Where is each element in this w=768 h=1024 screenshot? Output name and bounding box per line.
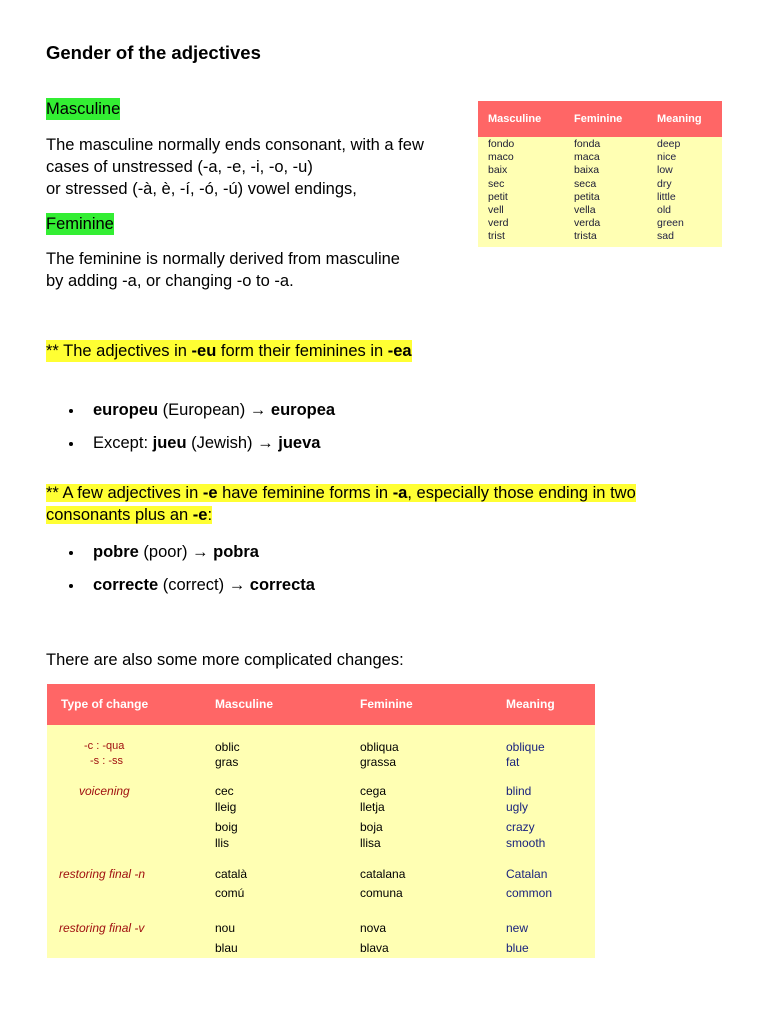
rule-e-heading: [46, 482, 706, 526]
row-masculine: comú: [215, 886, 245, 900]
masculine-line: The masculine normally ends consonant, with a few: [46, 136, 424, 154]
big-table-header: [47, 684, 595, 725]
cell-meaning: little: [657, 190, 676, 203]
small-col-feminine: [574, 138, 600, 244]
masc-word: correcte: [93, 576, 159, 594]
row-masculine: oblic: [215, 740, 240, 754]
row-feminine: llisa: [360, 836, 381, 850]
prefix: Except:: [93, 434, 153, 452]
type-s-ss: -s : -ss: [90, 755, 123, 767]
rule-eu-text-a: ** The adjectives in: [46, 342, 192, 360]
type-c-qua: -c : -qua: [84, 740, 125, 752]
row-meaning: smooth: [506, 836, 546, 850]
rule-e-list: [66, 541, 315, 607]
row-masculine: blau: [215, 941, 238, 955]
cell-feminine: petita: [574, 190, 600, 203]
small-header-meaning: Meaning: [657, 113, 702, 125]
row-masculine: català: [215, 867, 248, 881]
small-col-masculine: [488, 138, 514, 244]
fem-word: europea: [270, 401, 336, 419]
cell-feminine: baixa: [574, 164, 600, 177]
rule-e-text-f: consonants plus an: [46, 506, 193, 524]
row-meaning: oblique: [506, 740, 545, 754]
rule-e-fem-suffix: -a: [392, 484, 408, 502]
cell-masculine: baix: [488, 164, 508, 177]
rule-eu-list: [66, 399, 335, 465]
feminine-label: Feminine: [46, 215, 114, 233]
small-header-feminine: Feminine: [574, 113, 623, 125]
type-restoring-n: restoring final -n: [59, 867, 146, 881]
cell-feminine: maca: [574, 151, 600, 164]
cell-meaning: nice: [657, 151, 677, 164]
masc-word: pobre: [93, 543, 139, 561]
cell-feminine: verda: [574, 217, 601, 230]
gloss: (European) →: [158, 401, 271, 419]
masc-word: europeu: [93, 401, 159, 419]
feminine-paragraph: [46, 248, 400, 292]
row-masculine: gras: [215, 755, 239, 769]
feminine-line: by adding -a, or changing -o to -a.: [46, 272, 294, 290]
row-masculine: lleig: [215, 800, 237, 814]
row-meaning: Catalan: [506, 867, 548, 881]
list-item: [66, 399, 335, 432]
fem-word: correcta: [249, 576, 315, 594]
cell-meaning: deep: [657, 138, 681, 150]
cell-meaning: dry: [657, 177, 672, 190]
small-table-header: [478, 101, 722, 137]
row-feminine: comuna: [360, 886, 403, 900]
row-meaning: blind: [506, 784, 532, 798]
row-feminine: obliqua: [360, 740, 399, 754]
cell-meaning: sad: [657, 230, 674, 243]
row-feminine: nova: [360, 921, 387, 935]
rule-e-suffix-2: -e: [192, 506, 208, 524]
rule-e-text-h: :: [207, 506, 213, 524]
rule-e-text-c: have feminine forms in: [217, 484, 393, 502]
list-item: [66, 541, 315, 574]
rule-e-text-a: ** A few adjectives in: [46, 484, 203, 502]
cell-masculine: sec: [488, 177, 505, 190]
gloss: (correct) →: [158, 576, 250, 594]
cell-feminine: seca: [574, 177, 597, 190]
complicated-changes-text: There are also some more complicated changes:: [46, 651, 404, 669]
header-type: Type of change: [61, 697, 149, 711]
row-masculine: llis: [215, 836, 229, 850]
list-item: [66, 574, 315, 607]
type-restoring-v: restoring final -v: [59, 921, 145, 935]
rule-e-text-e: , especially those ending in two: [407, 484, 636, 502]
row-feminine: cega: [360, 784, 387, 798]
fem-word: pobra: [213, 543, 259, 561]
cell-meaning: low: [657, 164, 673, 177]
row-feminine: boja: [360, 820, 383, 834]
adjective-table-small: [478, 101, 722, 247]
small-header-masculine: Masculine: [488, 113, 542, 125]
cell-masculine: trist: [488, 230, 505, 243]
cell-meaning: old: [657, 203, 672, 216]
cell-feminine: vella: [574, 203, 596, 216]
header-masculine: Masculine: [215, 697, 274, 711]
row-feminine: lletja: [360, 800, 385, 814]
masculine-label: Masculine: [46, 100, 121, 118]
rule-eu-fem-suffix: -ea: [387, 342, 412, 360]
gloss: (poor) →: [138, 543, 214, 561]
rule-eu-suffix: -eu: [191, 342, 217, 360]
small-table-body: [478, 137, 722, 243]
gloss: (Jewish) →: [186, 434, 279, 452]
rule-eu-heading: [46, 340, 412, 362]
row-meaning: common: [506, 886, 553, 900]
feminine-line: The feminine is normally derived from masculine: [46, 250, 400, 268]
list-item: [66, 432, 335, 465]
cell-masculine: maco: [488, 151, 514, 164]
cell-masculine: petit: [488, 190, 508, 203]
masc-word: jueu: [152, 434, 187, 452]
cell-masculine: verd: [488, 217, 509, 230]
cell-masculine: vell: [488, 203, 504, 216]
fem-word: jueva: [278, 434, 321, 452]
row-meaning: crazy: [506, 820, 535, 834]
page-title: Gender of the adjectives: [46, 42, 261, 63]
row-feminine: catalana: [360, 867, 406, 881]
row-meaning: blue: [506, 941, 529, 955]
row-masculine: nou: [215, 921, 236, 935]
row-meaning: fat: [506, 755, 520, 769]
row-feminine: blava: [360, 941, 389, 955]
row-meaning: new: [506, 921, 529, 935]
type-voicening: voicening: [79, 784, 130, 798]
small-col-meaning: [657, 138, 684, 244]
rule-e-suffix: -e: [202, 484, 218, 502]
cell-meaning: green: [657, 217, 684, 230]
header-meaning: Meaning: [506, 697, 555, 711]
row-masculine: cec: [215, 784, 234, 798]
header-feminine: Feminine: [360, 697, 413, 711]
row-masculine: boig: [215, 820, 238, 834]
row-meaning: ugly: [506, 800, 529, 814]
cell-feminine: trista: [574, 230, 597, 243]
cell-masculine: fondo: [488, 138, 515, 150]
row-feminine: grassa: [360, 755, 397, 769]
masculine-line: cases of unstressed (-a, -e, -i, -o, -u): [46, 158, 313, 176]
masculine-line: or stressed (-à, è, -í, -ó, -ú) vowel endings,: [46, 180, 357, 198]
masculine-paragraph: [46, 134, 424, 200]
complicated-changes-table: [47, 684, 595, 958]
cell-feminine: fonda: [574, 138, 601, 150]
rule-eu-text-c: form their feminines in: [216, 342, 388, 360]
